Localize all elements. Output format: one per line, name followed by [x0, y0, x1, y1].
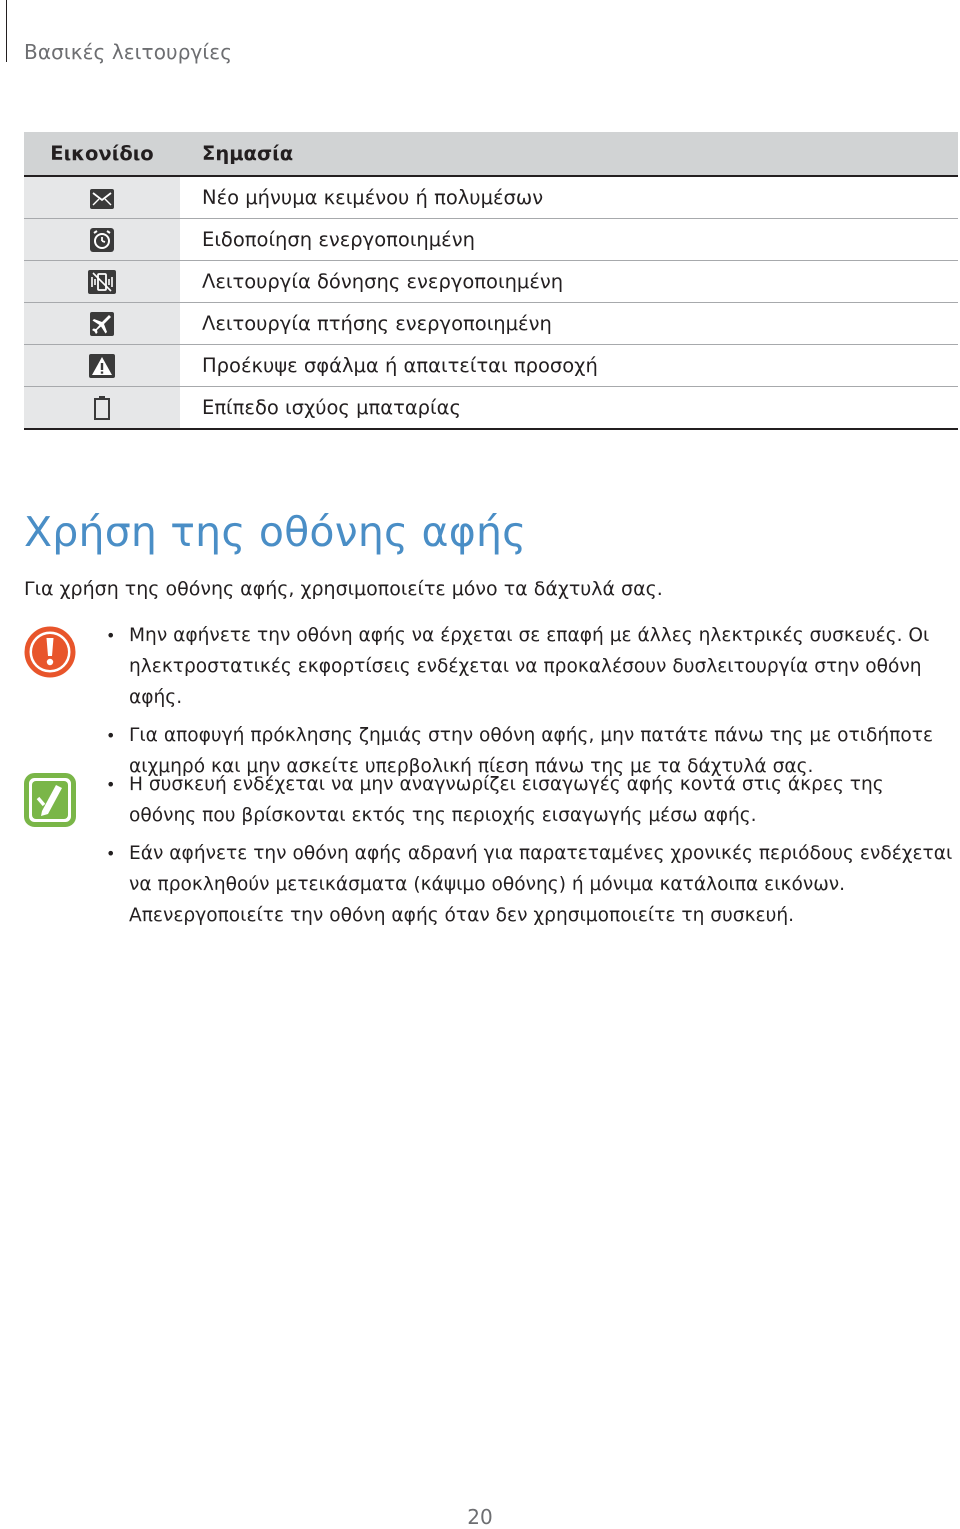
icon-cell [24, 387, 180, 430]
note-list [106, 769, 956, 938]
envelope-icon [90, 189, 114, 209]
icon-cell [24, 176, 180, 219]
page-corner-mark [6, 0, 7, 62]
icon-cell [24, 219, 180, 261]
caution-list [106, 620, 956, 789]
warning-icon [89, 354, 115, 378]
icon-cell [24, 345, 180, 387]
list-item [106, 838, 956, 931]
meaning-cell: Νέο μήνυμα κειμένου ή πολυμέσων [180, 176, 958, 219]
meaning-cell: Λειτουργία δόνησης ενεργοποιημένη [180, 261, 958, 303]
caution-icon-container [24, 626, 76, 682]
battery-icon [94, 396, 110, 420]
page-number: 20 [467, 1505, 493, 1529]
airplane-icon [90, 312, 114, 336]
table-row [24, 261, 958, 303]
meaning-cell: Λειτουργία πτήσης ενεργοποιημένη [180, 303, 958, 345]
bullet-dot: • [106, 775, 116, 794]
bullet-dot: • [106, 844, 116, 863]
list-item [106, 769, 956, 831]
meaning-cell: Ειδοποίηση ενεργοποιημένη [180, 219, 958, 261]
running-header: Βασικές λειτουργίες [24, 40, 233, 64]
vibrate-mode-icon [88, 270, 116, 294]
table-row [24, 387, 958, 430]
meaning-cell: Επίπεδο ισχύος μπαταρίας [180, 387, 958, 430]
note-text: Εάν αφήνετε την οθόνη αφής αδρανή για παρατεταμένες χρονικές περιόδους ενδέχεται να προκληθούν μετεικάσματα (κάψιμο οθόνης) ή μόνιμα κατάλοιπα εικόνων. Απενεργοποιείτε την οθόνη αφής όταν δεν χρησιμοποιείτε τη συσκευή. [129, 843, 953, 926]
caution-text: Για αποφυγή πρόκλησης ζημιάς στην οθόνη αφής, μην πατάτε πάνω της με οτιδήποτε αιχμηρό και μην ασκείτε υπερβολική πίεση πάνω της με τα δάχτυλά σας. [129, 725, 934, 777]
table-row [24, 345, 958, 387]
table-row [24, 176, 958, 219]
bullet-dot: • [106, 626, 116, 645]
note-icon-container [24, 773, 76, 831]
caution-icon [24, 626, 76, 678]
column-header-icon: Εικονίδιο [24, 132, 180, 176]
icon-cell [24, 303, 180, 345]
icon-cell [24, 261, 180, 303]
intro-text: Για χρήση της οθόνης αφής, χρησιμοποιείτε μόνο τα δάχτυλά σας. [24, 578, 663, 600]
table-header-row [24, 132, 958, 176]
status-icons-table [24, 132, 958, 430]
table-row [24, 303, 958, 345]
column-header-meaning: Σημασία [180, 132, 958, 176]
section-title: Χρήση της οθόνης αφής [24, 508, 527, 556]
table-row [24, 219, 958, 261]
caution-text: Μην αφήνετε την οθόνη αφής να έρχεται σε επαφή με άλλες ηλεκτρικές συσκευές. Οι ηλεκτροστατικές εκφορτίσεις ενδέχεται να προκαλέσουν δυσλειτουργία στην οθόνη αφής. [129, 625, 930, 708]
alarm-clock-icon [90, 228, 114, 252]
note-text: Η συσκευή ενδέχεται να μην αναγνωρίζει εισαγωγές αφής κοντά στις άκρες της οθόνης που βρίσκονται εκτός της περιοχής εισαγωγής μέσω αφής. [129, 774, 884, 826]
bullet-dot: • [106, 726, 116, 745]
note-icon [24, 773, 76, 827]
list-item [106, 620, 956, 713]
meaning-cell: Προέκυψε σφάλμα ή απαιτείται προσοχή [180, 345, 958, 387]
